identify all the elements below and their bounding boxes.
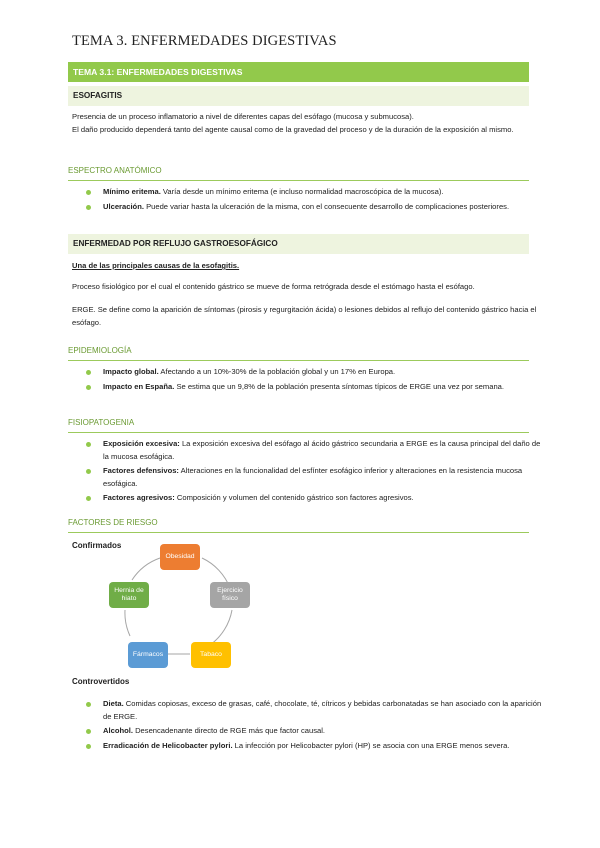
item-lead: Factores defensivos: <box>103 466 179 475</box>
erge-paragraph-2: ERGE. Se define como la aparición de síntomas (pirosis y regurgitación ácida) o lesiones debidos al reflujo del contenido gástrico hacia el esófago. <box>72 305 537 327</box>
item-text: Puede variar hasta la ulceración de la misma, con el consecuente desarrollo de complicaciones posteriores. <box>143 201 510 211</box>
cycle-arc <box>210 610 232 645</box>
list-item <box>72 698 542 723</box>
item-lead: Impacto global. <box>103 367 159 376</box>
cycle-arc <box>125 610 130 636</box>
cycle-node-tabaco: Tabaco <box>191 642 231 668</box>
erge-paragraph-1: Proceso fisiológico por el cual el contenido gástrico se mueve de forma retrógrada desde el estómago hasta el esófago. <box>72 282 475 291</box>
main-section-bar: TEMA 3.1: ENFERMEDADES DIGESTIVAS <box>68 62 529 82</box>
item-lead: Factores agresivos: <box>103 493 175 502</box>
item-lead: Alcohol. <box>103 726 133 735</box>
espectro-heading: ESPECTRO ANATÓMICO <box>68 166 529 181</box>
item-lead: Erradicación de Helicobacter pylori. <box>103 740 233 750</box>
list-item <box>72 740 542 753</box>
item-text: Varía desde un mínimo eritema (e incluso normalidad macroscópica de la mucosa). <box>160 187 444 196</box>
list-item <box>72 201 542 214</box>
item-lead: Impacto en España. <box>103 381 175 391</box>
item-text: La exposición excesiva del esófago al ácido gástrico secundaria a ERGE es la causa principal del daño de la mucosa esofágica. <box>103 439 541 461</box>
cycle-arc <box>132 558 160 580</box>
list-item <box>72 381 542 394</box>
epidemiologia-list <box>72 366 542 395</box>
list-item <box>72 465 542 490</box>
erge-intro: Una de las principales causas de la esofagitis. <box>72 261 240 270</box>
cycle-node-ejercicio: Ejercicio físico <box>210 582 250 608</box>
item-text: Se estima que un 9,8% de la población presenta síntomas típicos de ERGE una vez por semana. <box>174 381 505 391</box>
item-text: Alteraciones en la funcionalidad del esfínter esofágico inferior y alteraciones en la resistencia mucosa esofágica. <box>103 466 523 488</box>
item-text: Composición y volumen del contenido gástrico son factores agresivos. <box>174 493 414 502</box>
document-title: TEMA 3. ENFERMEDADES DIGESTIVAS <box>72 33 337 49</box>
esofagitis-paragraph-2: El daño producido dependerá tanto del agente causal como de la gravedad del proceso y de la duración de la exposición al mismo. <box>72 125 514 134</box>
item-text: Desencadenante directo de RGE más que factor causal. <box>132 726 326 735</box>
fisiopatogenia-list <box>72 438 542 507</box>
fisiopatogenia-heading: FISIOPATOGENIA <box>68 418 529 433</box>
erge-heading: ENFERMEDAD POR REFLUJO GASTROESOFÁGICO <box>68 234 529 254</box>
confirmados-label: Confirmados <box>72 541 122 550</box>
item-text: Afectando a un 10%-30% de la población global y un 17% en Europa. <box>158 367 396 376</box>
list-item <box>72 492 542 505</box>
list-item <box>72 186 542 199</box>
esofagitis-paragraph-1: Presencia de un proceso inflamatorio a nivel de diferentes capas del esófago (mucosa y submucosa). <box>72 112 414 121</box>
esofagitis-heading: ESOFAGITIS <box>68 86 529 106</box>
controvertidos-list <box>72 698 542 754</box>
factores-heading: FACTORES DE RIESGO <box>68 518 529 533</box>
item-lead: Exposición excesiva: <box>103 439 180 448</box>
cycle-node-hernia: Hernia de hiato <box>109 582 149 608</box>
item-text: La infección por Helicobacter pylori (HP) se asocia con una ERGE menos severa. <box>232 740 510 750</box>
item-text: Comidas copiosas, exceso de grasas, café, chocolate, té, cítricos y bebidas carbonatadas se han asociado con la aparición de ERGE. <box>103 699 542 721</box>
item-lead: Ulceración. <box>103 201 144 211</box>
controvertidos-label: Controvertidos <box>72 677 130 686</box>
espectro-list <box>72 186 542 215</box>
list-item <box>72 438 542 463</box>
item-lead: Dieta. <box>103 699 124 708</box>
cycle-node-obesidad: Obesidad <box>160 544 200 570</box>
epidemiologia-heading: EPIDEMIOLOGÍA <box>68 346 529 361</box>
list-item <box>72 366 542 379</box>
cycle-node-farmacos: Fármacos <box>128 642 168 668</box>
list-item <box>72 725 542 738</box>
item-lead: Mínimo eritema. <box>103 187 161 196</box>
